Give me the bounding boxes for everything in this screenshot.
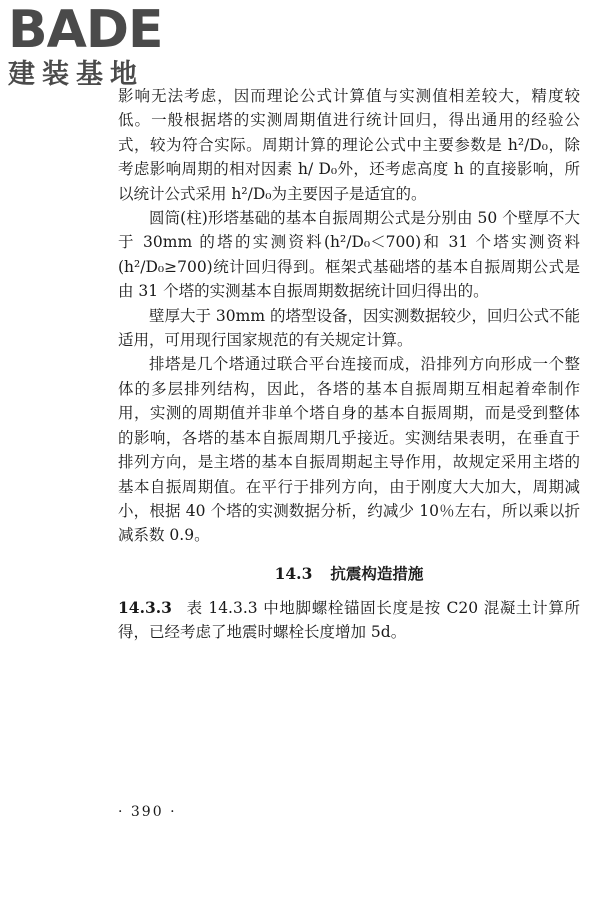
page-number: · 390 ·: [118, 804, 177, 820]
clause-14-3-3: [118, 596, 580, 645]
paragraph-4: 排塔是几个塔通过联合平台连接而成，沿排列方向形成一个整体的多层排列结构，因此，各塔的基本自振周期互相起着牵制作用，实测的周期值并非单个塔自身的基本自振周期，而是受到整体的影响，各塔的基本自振周期几乎接近。实测结果表明，在垂直于排列方向，是主塔的基本自振周期起主导作用，故规定采用主塔的基本自振周期值。在平行于排列方向，由于刚度大大加大，周期减小，根据 40 个塔的实测数据分析，约减少 10％左右，所以乘以折减系数 0.9。: [118, 355, 580, 545]
section-heading: [118, 562, 580, 586]
section-number: 14.3: [274, 563, 313, 583]
clause-text: 表 14.3.3 中地脚螺栓锚固长度是按 C20 混凝土计算所得，已经考虑了地震时螺栓长度增加 5d。: [118, 598, 580, 642]
paragraph-3: 壁厚大于 30mm 的塔型设备，因实测数据较少，回归公式不能适用，可用现行国家规范的有关规定计算。: [118, 306, 580, 350]
logo-chinese-text: 建装基地: [8, 59, 144, 90]
logo-wordmark: BADE: [8, 0, 163, 60]
section-title: 抗震构造措施: [330, 563, 424, 583]
paragraph-2: 圆筒(柱)形塔基础的基本自振周期公式是分别由 50 个壁厚不大于 30mm 的塔的实测资料(h²/D₀＜700)和 31 个塔实测资料(h²/D₀≥700)统计回归得到。框架式基础塔的基本自振周期公式是由 31 个塔的实测基本自振周期数据统计回归得出的。: [118, 209, 580, 301]
paragraph-1: 影响无法考虑，因而理论公式计算值与实测值相差较大，精度较低。一般根据塔的实测周期值进行统计回归，得出通用的经验公式，较为符合实际。周期计算的理论公式中主要参数是 h²/D₀，除考虑影响周期的相对因素 h/ D₀外，还考虑高度 h 的直接影响，所以统计公式采用 h²/D₀为主要因子是适宜的。: [118, 87, 580, 203]
bade-logo: [8, 2, 178, 94]
clause-number: 14.3.3: [118, 597, 172, 617]
page-content: [118, 84, 580, 645]
